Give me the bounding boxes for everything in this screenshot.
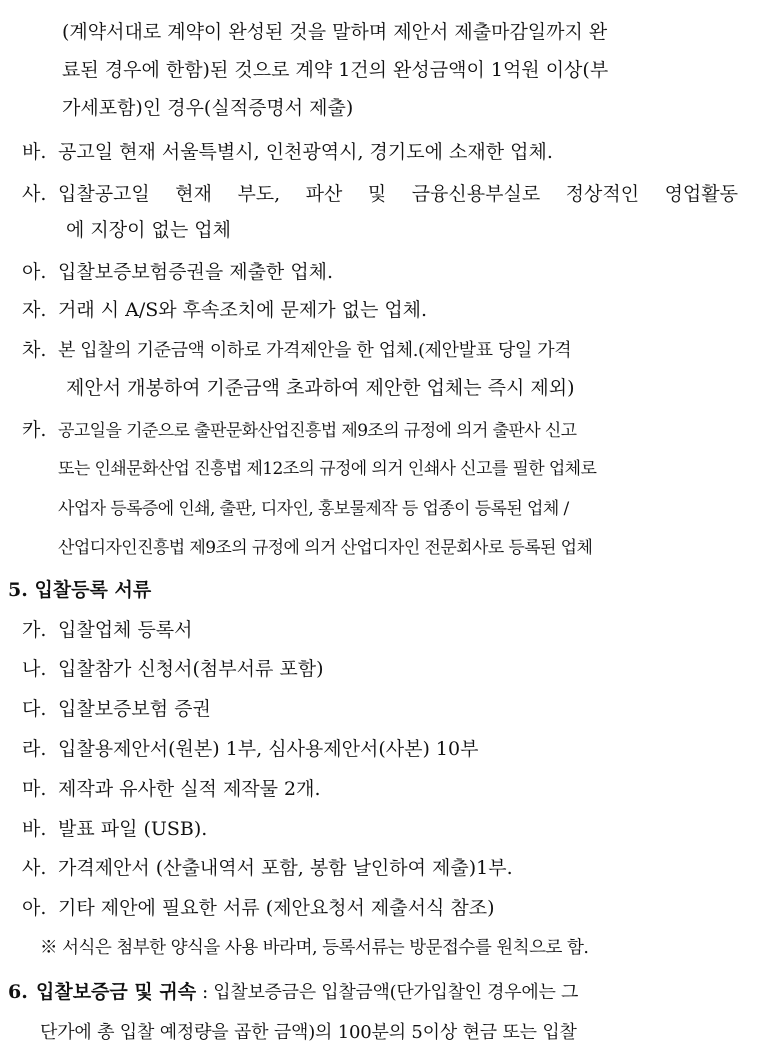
list-item: 자. 거래 시 A/S와 후속조치에 문제가 없는 업체. [22, 299, 428, 321]
list-marker: 사. [22, 183, 47, 205]
list-marker: 아. [22, 897, 47, 919]
list-marker: 바. [22, 141, 47, 163]
list-marker: 카. [22, 419, 47, 441]
list-item: 아. 입찰보증보험증권을 제출한 업체. [22, 261, 334, 283]
list-marker: 아. [22, 261, 47, 283]
list-marker: 가. [22, 619, 47, 641]
list-item: 사. 입찰공고일 현재 부도, 파산 및 금융신용부실로 정상적인 영업활동 [22, 183, 738, 205]
text-line: 료된 경우에 한함)된 것으로 계약 1건의 완성금액이 1억원 이상(부 [62, 59, 609, 81]
list-item: 차. 본 입찰의 기준금액 이하로 가격제안을 한 업체.(제안발표 당일 가격 [22, 339, 572, 361]
list-item: 다. 입찰보증보험 증권 [22, 698, 211, 720]
list-item: 마. 제작과 유사한 실적 제작물 2개. [22, 778, 321, 800]
section-heading: 6. 입찰보증금 및 귀속 : 입찰보증금은 입찰금액(단가입찰인 경우에는 그 [8, 981, 579, 1003]
text-line: 사업자 등록증에 인쇄, 출판, 디자인, 홍보물제작 등 업종이 등록된 업체 / [58, 499, 569, 519]
list-marker: 마. [22, 778, 47, 800]
text-line: 제안서 개봉하여 기준금액 초과하여 제안한 업체는 즉시 제외) [66, 377, 575, 399]
text-line: (계약서대로 계약이 완성된 것을 말하며 제안서 제출마감일까지 완 [62, 21, 608, 43]
section-number: 6. [8, 981, 28, 1003]
list-item: 카. 공고일을 기준으로 출판문화산업진흥법 제9조의 규정에 의거 출판사 신고 [22, 419, 577, 441]
list-marker: 다. [22, 698, 47, 720]
text-line: 산업디자인진흥법 제9조의 규정에 의거 산업디자인 전문회사로 등록된 업체 [58, 538, 593, 558]
list-item: 나. 입찰참가 신청서(첨부서류 포함) [22, 658, 324, 680]
list-item: 아. 기타 제안에 필요한 서류 (제안요청서 제출서식 참조) [22, 897, 495, 919]
text-line: 단가에 총 입찰 예정량을 곱한 금액)의 100분의 5이상 현금 또는 입찰 [40, 1022, 577, 1043]
text-line: 또는 인쇄문화산업 진흥법 제12조의 규정에 의거 인쇄사 신고를 필한 업체로 [58, 459, 597, 479]
section-heading: 5. 입찰등록 서류 [8, 579, 152, 601]
list-marker: 라. [22, 738, 47, 760]
list-marker: 차. [22, 339, 47, 361]
list-item: 바. 공고일 현재 서울특별시, 인천광역시, 경기도에 소재한 업체. [22, 141, 553, 163]
text-line: 에 지장이 없는 업체 [66, 219, 231, 241]
list-item: 사. 가격제안서 (산출내역서 포함, 봉함 날인하여 제출)1부. [22, 857, 513, 879]
list-marker: 바. [22, 818, 47, 840]
list-marker: 나. [22, 658, 47, 680]
note-line: ※ 서식은 첨부한 양식을 사용 바라며, 등록서류는 방문접수를 원칙으로 함. [40, 938, 589, 958]
section-title: 입찰보증금 및 귀속 [36, 981, 197, 1003]
list-item: 바. 발표 파일 (USB). [22, 818, 208, 840]
list-marker: 자. [22, 299, 47, 321]
text-line: 가세포함)인 경우(실적증명서 제출) [62, 97, 354, 119]
list-item: 가. 입찰업체 등록서 [22, 619, 193, 641]
list-item: 라. 입찰용제안서(원본) 1부, 심사용제안서(사본) 10부 [22, 738, 479, 760]
list-marker: 사. [22, 857, 47, 879]
